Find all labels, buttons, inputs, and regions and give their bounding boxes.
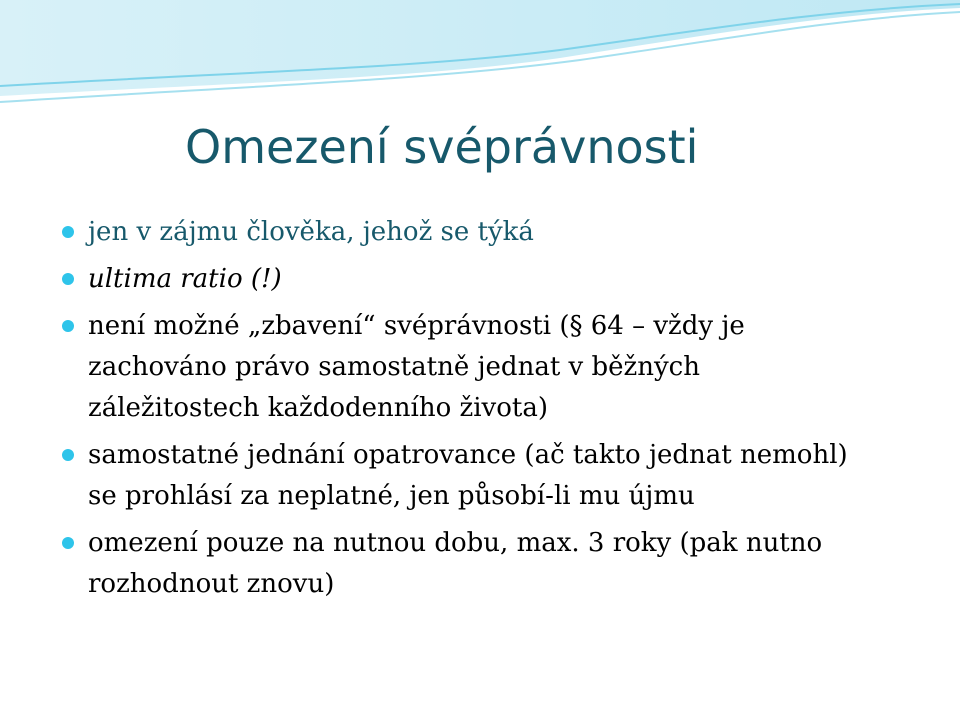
bullet-item xyxy=(88,306,848,429)
bullet-dot-icon xyxy=(62,320,74,332)
bullet-dot-icon xyxy=(62,449,74,461)
bullet-text: jen v zájmu člověka, jehož se týká xyxy=(88,217,534,247)
bullet-item xyxy=(88,435,848,517)
bullet-item xyxy=(88,212,848,253)
bullet-list xyxy=(88,212,848,611)
top-wave-decoration xyxy=(0,0,960,120)
slide-title: Omezení svéprávnosti xyxy=(185,120,699,174)
bullet-item xyxy=(88,259,848,300)
bullet-dot-icon xyxy=(62,537,74,549)
bullet-dot-icon xyxy=(62,226,74,238)
bullet-item xyxy=(88,523,848,605)
bullet-dot-icon xyxy=(62,273,74,285)
bullet-text: omezení pouze na nutnou dobu, max. 3 roky (pak nutno rozhodnout znovu) xyxy=(88,528,823,599)
bullet-text: není možné „zbavení“ svéprávnosti (§ 64 – vždy je zachováno právo samostatně jednat v běžných záležitostech každodenního života) xyxy=(88,311,745,423)
bullet-text: samostatné jednání opatrovance (ač takto jednat nemohl) se prohlásí za neplatné, jen působí-li mu újmu xyxy=(88,440,848,511)
bullet-text: ultima ratio (!) xyxy=(88,264,282,294)
